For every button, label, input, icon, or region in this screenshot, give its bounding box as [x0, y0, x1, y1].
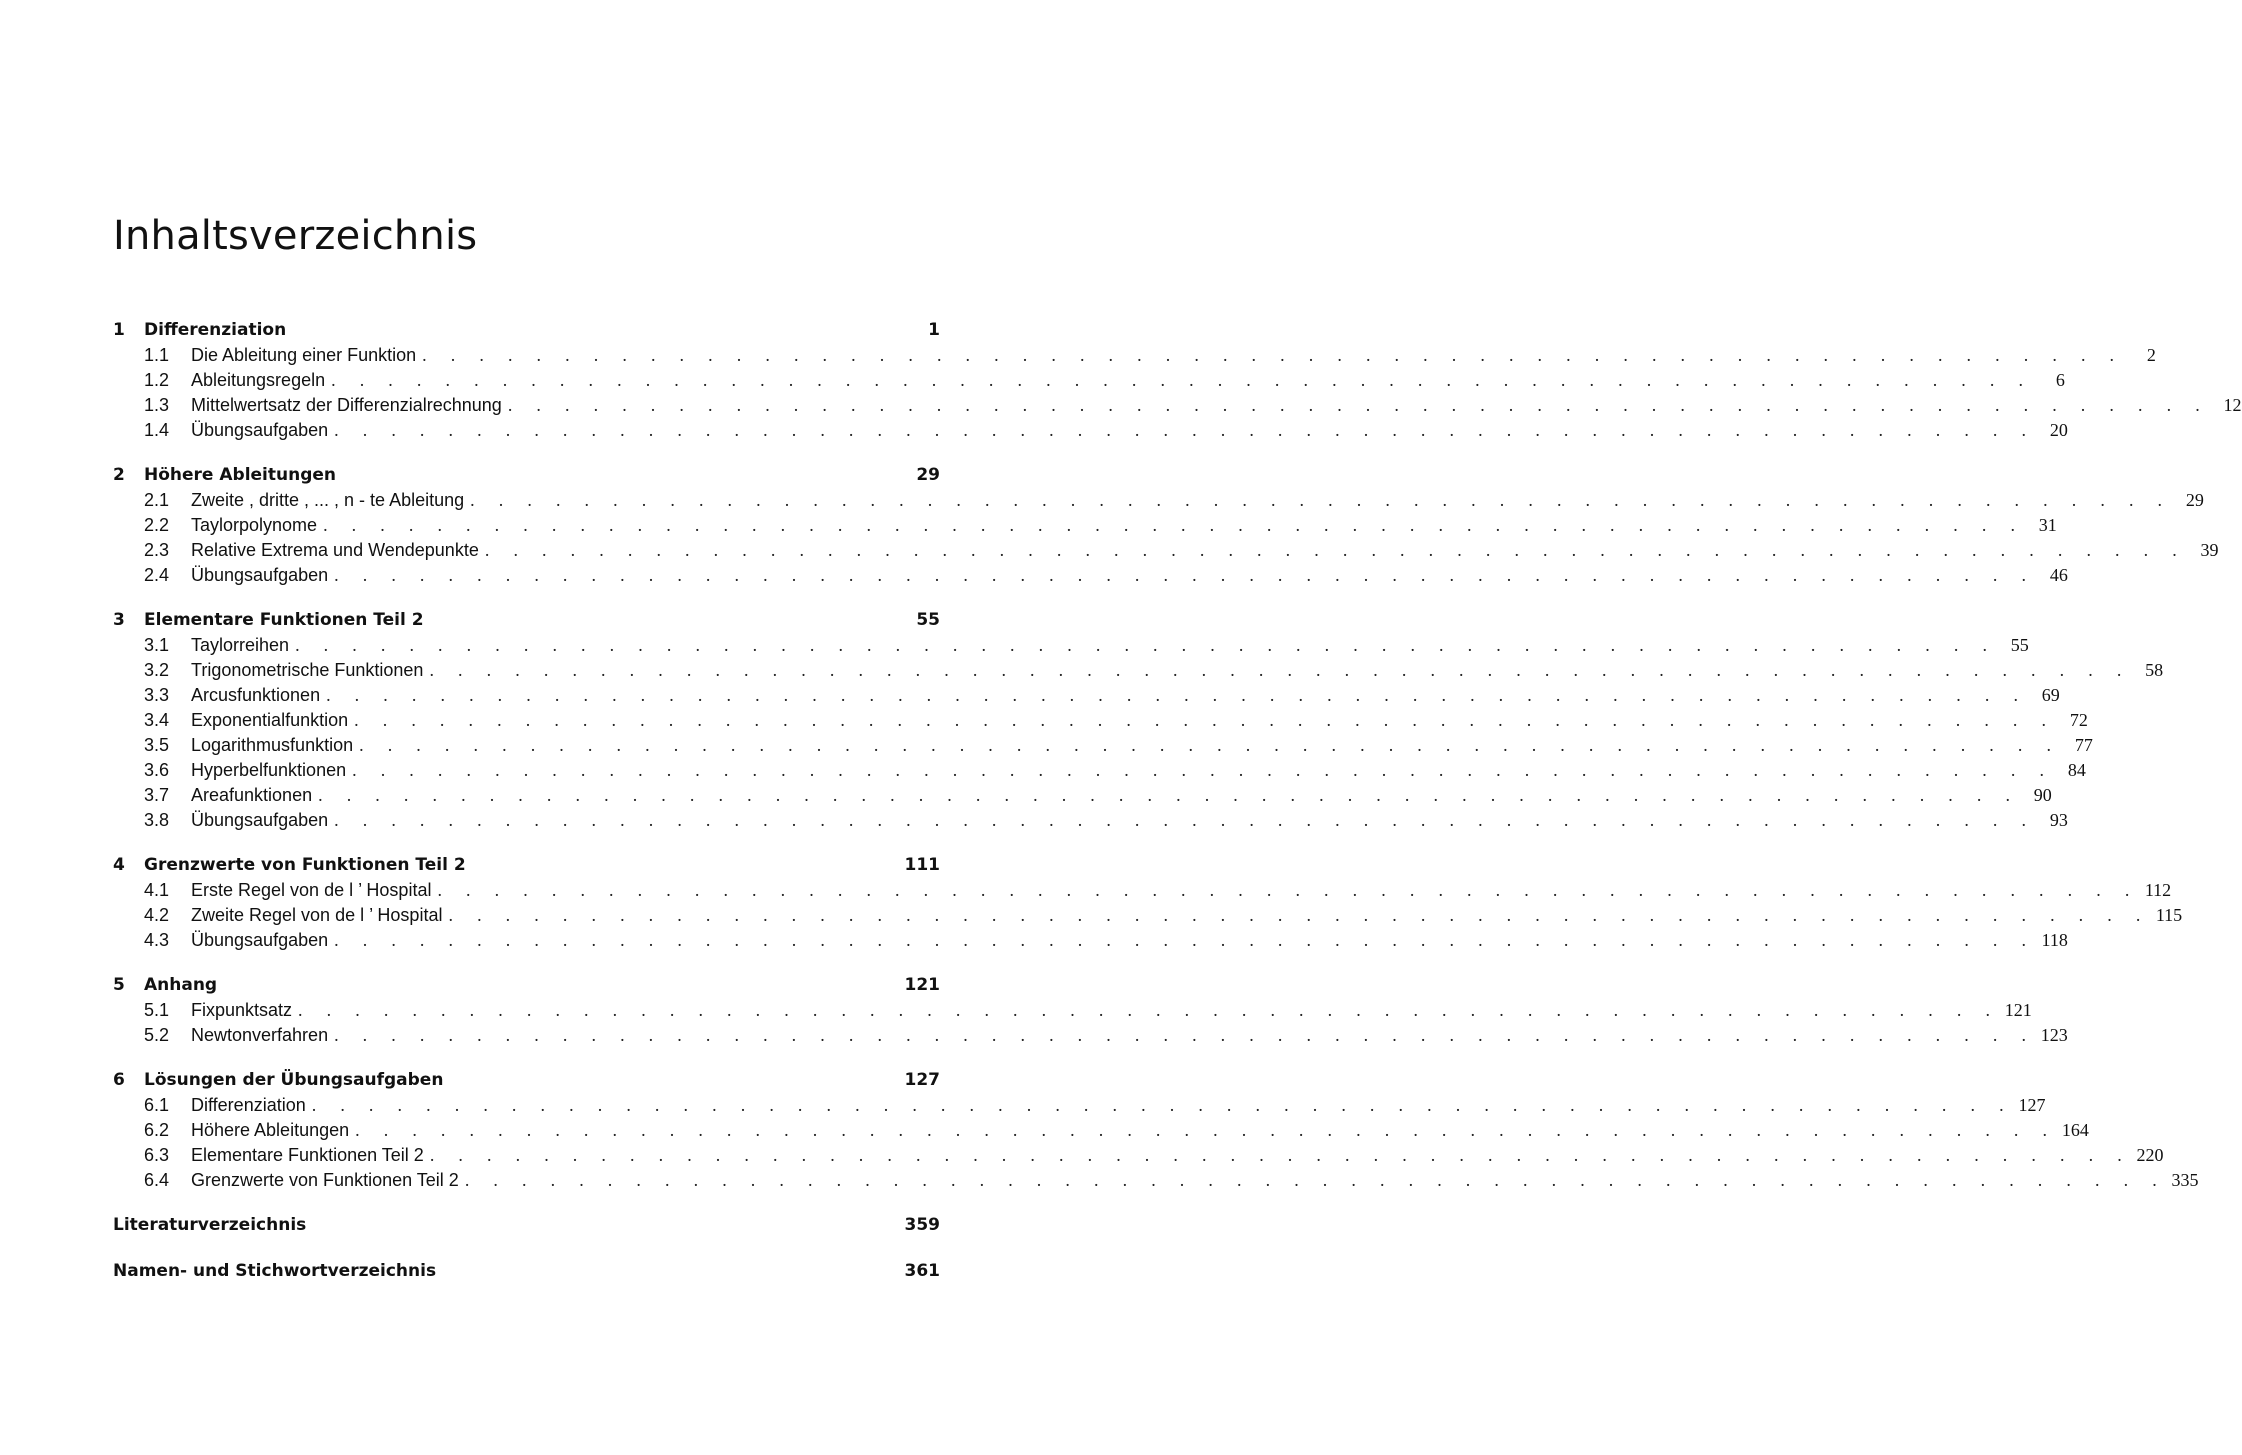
section-number: 5.2	[144, 1025, 170, 1045]
toc-section-entry[interactable]	[113, 998, 2032, 1023]
section-number: 4.1	[144, 880, 170, 900]
section-page-number: 20	[2049, 420, 2068, 440]
section-title: Höhere Ableitungen	[191, 1120, 350, 1140]
chapter-page-number: 1	[928, 320, 940, 340]
back-matter-page-number: 359	[904, 1215, 940, 1235]
toc-section-entry[interactable]	[113, 733, 2093, 758]
section-number: 3.8	[144, 810, 170, 830]
section-page-number: 39	[2200, 540, 2219, 560]
section-title: Mittelwertsatz der Differenzialrechnung	[191, 395, 502, 415]
toc-section-entry[interactable]	[113, 1118, 2089, 1143]
dot-leader: . . . . . . . . . . . . . . . . . . . . . . . . . . . . . . . . . . . . . . . . . . . . . . . . . . . . . . . . . . . .	[334, 420, 2036, 440]
toc-chapter	[113, 973, 2068, 1048]
section-page-number: 12	[2223, 395, 2242, 415]
toc-section-entry[interactable]	[113, 563, 2068, 588]
section-page-number: 335	[2171, 1170, 2199, 1190]
section-title: Taylorpolynome	[191, 515, 318, 535]
dot-leader: . . . . . . . . . . . . . . . . . . . . . . . . . . . . . . . . . . . . . . . . . . . . . . . . . . . . . . . . . . . .	[422, 345, 2124, 365]
section-title: Exponentialfunktion	[191, 710, 349, 730]
section-page-number: 29	[2185, 490, 2204, 510]
section-page-number: 72	[2069, 710, 2088, 730]
back-matter-page-number: 361	[904, 1261, 940, 1281]
section-page-number: 84	[2067, 760, 2086, 780]
chapter-title: Anhang	[144, 975, 218, 995]
toc-section-entry[interactable]	[113, 1168, 2199, 1193]
section-page-number: 121	[2004, 1000, 2032, 1020]
section-list	[113, 1093, 2199, 1193]
section-page-number: 115	[2155, 905, 2183, 925]
section-number: 1.1	[144, 345, 170, 365]
toc-section-entry[interactable]	[113, 1023, 2068, 1048]
section-page-number: 55	[2010, 635, 2029, 655]
section-title: Elementare Funktionen Teil 2	[191, 1145, 424, 1165]
toc-section-entry[interactable]	[113, 708, 2088, 733]
toc-section-entry[interactable]	[113, 513, 2057, 538]
dot-leader: . . . . . . . . . . . . . . . . . . . . . . . . . . . . . . . . . . . . . . . . . . . . . . . . . . . . . . . . . . . .	[354, 710, 2056, 730]
chapter-number: 3	[113, 610, 125, 630]
section-page-number: 46	[2049, 565, 2068, 585]
section-title: Arcusfunktionen	[191, 685, 321, 705]
section-title: Ableitungsregeln	[191, 370, 326, 390]
chapter-heading[interactable]	[113, 1068, 940, 1093]
chapter-heading[interactable]	[113, 608, 940, 633]
dot-leader: . . . . . . . . . . . . . . . . . . . . . . . . . . . . . . . . . . . . . . . . . . . . . . . . . . . . . . . . . . . .	[311, 1095, 2014, 1115]
chapter-title: Elementare Funktionen Teil 2	[144, 610, 424, 630]
chapter-number: 4	[113, 855, 125, 875]
section-title: Taylorreihen	[191, 635, 290, 655]
toc-section-entry[interactable]	[113, 368, 2065, 393]
toc-section-entry[interactable]	[113, 538, 2219, 563]
dot-leader: . . . . . . . . . . . . . . . . . . . . . . . . . . . . . . . . . . . . . . . . . . . . . . . . . . . . . . . . . . . .	[429, 1145, 2132, 1165]
section-number: 3.1	[144, 635, 170, 655]
section-page-number: 77	[2074, 735, 2093, 755]
section-page-number: 58	[2145, 660, 2164, 680]
section-page-number: 2	[2146, 345, 2156, 365]
chapter-title: Grenzwerte von Funktionen Teil 2	[144, 855, 466, 875]
section-title: Übungsaufgaben	[191, 565, 329, 585]
section-number: 4.2	[144, 905, 170, 925]
section-title: Grenzwerte von Funktionen Teil 2	[191, 1170, 459, 1190]
toc-section-entry[interactable]	[113, 903, 2183, 928]
section-title: Hyperbelfunktionen	[191, 760, 347, 780]
toc-section-entry[interactable]	[113, 808, 2068, 833]
section-title: Übungsaufgaben	[191, 420, 329, 440]
chapter-number: 2	[113, 465, 125, 485]
toc-section-entry[interactable]	[113, 418, 2068, 443]
toc-chapter	[113, 608, 2164, 833]
chapter-title: Lösungen der Übungsaufgaben	[144, 1070, 444, 1090]
table-of-contents	[113, 318, 2242, 1305]
section-page-number: 123	[2040, 1025, 2068, 1045]
section-number: 3.7	[144, 785, 170, 805]
toc-section-entry[interactable]	[113, 658, 2164, 683]
dot-leader: . . . . . . . . . . . . . . . . . . . . . . . . . . . . . . . . . . . . . . . . . . . . . . . . . . . . . . . . . . . .	[507, 395, 2210, 415]
dot-leader: . . . . . . . . . . . . . . . . . . . . . . . . . . . . . . . . . . . . . . . . . . . . . . . . . . . . . . . . . . . .	[334, 930, 2036, 950]
dot-leader: . . . . . . . . . . . . . . . . . . . . . . . . . . . . . . . . . . . . . . . . . . . . . . . . . . . . . . . . . . . .	[448, 905, 2151, 925]
section-page-number: 93	[2049, 810, 2068, 830]
section-title: Übungsaufgaben	[191, 810, 329, 830]
dot-leader: . . . . . . . . . . . . . . . . . . . . . . . . . . . . . . . . . . . . . . . . . . . . . . . . . . . . . . . . . . . .	[359, 735, 2061, 755]
toc-section-entry[interactable]	[113, 1093, 2046, 1118]
chapter-title: Differenziation	[144, 320, 287, 340]
chapter-page-number: 29	[916, 465, 940, 485]
section-number: 2.3	[144, 540, 170, 560]
toc-section-entry[interactable]	[113, 633, 2029, 658]
section-number: 1.2	[144, 370, 170, 390]
section-title: Die Ableitung einer Funktion	[191, 345, 417, 365]
dot-leader: . . . . . . . . . . . . . . . . . . . . . . . . . . . . . . . . . . . . . . . . . . . . . . . . . . . . . . . . . . . .	[429, 660, 2132, 680]
chapter-heading[interactable]	[113, 973, 940, 998]
toc-chapter	[113, 463, 2219, 588]
section-page-number: 127	[2018, 1095, 2046, 1115]
section-number: 1.3	[144, 395, 170, 415]
page-title: Inhaltsverzeichnis	[113, 213, 478, 259]
chapter-page-number: 111	[904, 855, 940, 875]
toc-section-entry[interactable]	[113, 878, 2172, 903]
dot-leader: . . . . . . . . . . . . . . . . . . . . . . . . . . . . . . . . . . . . . . . . . . . . . . . . . . . . . . . . . . . .	[298, 1000, 2000, 1020]
toc-section-entry[interactable]	[113, 783, 2052, 808]
section-number: 6.3	[144, 1145, 170, 1165]
chapter-heading[interactable]	[113, 853, 940, 878]
section-page-number: 220	[2136, 1145, 2164, 1165]
dot-leader: . . . . . . . . . . . . . . . . . . . . . . . . . . . . . . . . . . . . . . . . . . . . . . . . . . . . . . . . . . . .	[484, 540, 2187, 560]
section-number: 2.4	[144, 565, 170, 585]
dot-leader: . . . . . . . . . . . . . . . . . . . . . . . . . . . . . . . . . . . . . . . . . . . . . . . . . . . . . . . . . . . .	[318, 785, 2020, 805]
section-number: 6.4	[144, 1170, 170, 1190]
back-matter-title: Namen- und Stichwortverzeichnis	[113, 1261, 437, 1281]
section-list	[113, 633, 2164, 833]
chapter-title: Höhere Ableitungen	[144, 465, 337, 485]
section-number: 3.2	[144, 660, 170, 680]
section-number: 3.6	[144, 760, 170, 780]
section-number: 1.4	[144, 420, 170, 440]
toc-section-entry[interactable]	[113, 928, 2068, 953]
dot-leader: . . . . . . . . . . . . . . . . . . . . . . . . . . . . . . . . . . . . . . . . . . . . . . . . . . . . . . . . . . . .	[334, 1025, 2036, 1045]
section-list	[113, 488, 2219, 588]
section-number: 6.1	[144, 1095, 170, 1115]
dot-leader: . . . . . . . . . . . . . . . . . . . . . . . . . . . . . . . . . . . . . . . . . . . . . . . . . . . . . . . . . . . .	[352, 760, 2054, 780]
section-page-number: 164	[2061, 1120, 2089, 1140]
dot-leader: . . . . . . . . . . . . . . . . . . . . . . . . . . . . . . . . . . . . . . . . . . . . . . . . . . . . . . . . . . . .	[470, 490, 2172, 510]
toc-section-entry[interactable]	[113, 393, 2242, 418]
section-number: 4.3	[144, 930, 170, 950]
toc-chapter	[113, 853, 2183, 953]
section-number: 6.2	[144, 1120, 170, 1140]
section-page-number: 69	[2041, 685, 2060, 705]
section-title: Fixpunktsatz	[191, 1000, 293, 1020]
section-number: 2.2	[144, 515, 170, 535]
section-number: 3.4	[144, 710, 170, 730]
toc-section-entry[interactable]	[113, 683, 2060, 708]
toc-section-entry[interactable]	[113, 758, 2086, 783]
chapter-number: 1	[113, 320, 125, 340]
section-number: 2.1	[144, 490, 170, 510]
dot-leader: . . . . . . . . . . . . . . . . . . . . . . . . . . . . . . . . . . . . . . . . . . . . . . . . . . . . . . . . . . . .	[334, 810, 2036, 830]
section-page-number: 31	[2038, 515, 2057, 535]
section-title: Newtonverfahren	[191, 1025, 329, 1045]
section-page-number: 118	[2041, 930, 2068, 950]
dot-leader: . . . . . . . . . . . . . . . . . . . . . . . . . . . . . . . . . . . . . . . . . . . . . . . . . . . . . . . . . . . .	[464, 1170, 2167, 1190]
dot-leader: . . . . . . . . . . . . . . . . . . . . . . . . . . . . . . . . . . . . . . . . . . . . . . . . . . . . . . . . . . . .	[326, 685, 2028, 705]
section-title: Übungsaufgaben	[191, 930, 329, 950]
dot-leader: . . . . . . . . . . . . . . . . . . . . . . . . . . . . . . . . . . . . . . . . . . . . . . . . . . . . . . . . . . . .	[295, 635, 1997, 655]
chapter-heading[interactable]	[113, 463, 940, 488]
toc-back-matter-entry[interactable]	[113, 1259, 940, 1284]
chapter-number: 5	[113, 975, 125, 995]
section-page-number: 112	[2144, 880, 2172, 900]
toc-back-matter-entry[interactable]	[113, 1213, 940, 1238]
toc-section-entry[interactable]	[113, 488, 2204, 513]
section-list	[113, 998, 2068, 1048]
section-title: Differenziation	[191, 1095, 306, 1115]
back-matter-title: Literaturverzeichnis	[113, 1215, 307, 1235]
section-list	[113, 878, 2183, 953]
section-title: Relative Extrema und Wendepunkte	[191, 540, 479, 560]
dot-leader: . . . . . . . . . . . . . . . . . . . . . . . . . . . . . . . . . . . . . . . . . . . . . . . . . . . . . . . . . . . .	[355, 1120, 2057, 1140]
section-title: Zweite Regel von de l ’ Hospital	[191, 905, 443, 925]
section-number: 5.1	[144, 1000, 170, 1020]
section-title: Areafunktionen	[191, 785, 313, 805]
dot-leader: . . . . . . . . . . . . . . . . . . . . . . . . . . . . . . . . . . . . . . . . . . . . . . . . . . . . . . . . . . . .	[323, 515, 2025, 535]
toc-section-entry[interactable]	[113, 343, 2156, 368]
section-page-number: 6	[2055, 370, 2065, 390]
section-list	[113, 343, 2242, 443]
chapter-page-number: 121	[904, 975, 940, 995]
chapter-number: 6	[113, 1070, 125, 1090]
dot-leader: . . . . . . . . . . . . . . . . . . . . . . . . . . . . . . . . . . . . . . . . . . . . . . . . . . . . . . . . . . . .	[331, 370, 2033, 390]
chapter-heading[interactable]	[113, 318, 940, 343]
dot-leader: . . . . . . . . . . . . . . . . . . . . . . . . . . . . . . . . . . . . . . . . . . . . . . . . . . . . . . . . . . . .	[437, 880, 2140, 900]
section-title: Zweite , dritte , ... , n - te Ableitung	[191, 490, 465, 510]
chapter-page-number: 127	[904, 1070, 940, 1090]
toc-section-entry[interactable]	[113, 1143, 2164, 1168]
section-title: Trigonometrische Funktionen	[191, 660, 424, 680]
dot-leader: . . . . . . . . . . . . . . . . . . . . . . . . . . . . . . . . . . . . . . . . . . . . . . . . . . . . . . . . . . . .	[334, 565, 2036, 585]
toc-chapter	[113, 1068, 2199, 1193]
section-title: Logarithmusfunktion	[191, 735, 354, 755]
toc-chapter	[113, 318, 2242, 443]
section-page-number: 90	[2033, 785, 2052, 805]
section-number: 3.3	[144, 685, 170, 705]
chapter-page-number: 55	[916, 610, 940, 630]
section-title: Erste Regel von de l ’ Hospital	[191, 880, 432, 900]
section-number: 3.5	[144, 735, 170, 755]
